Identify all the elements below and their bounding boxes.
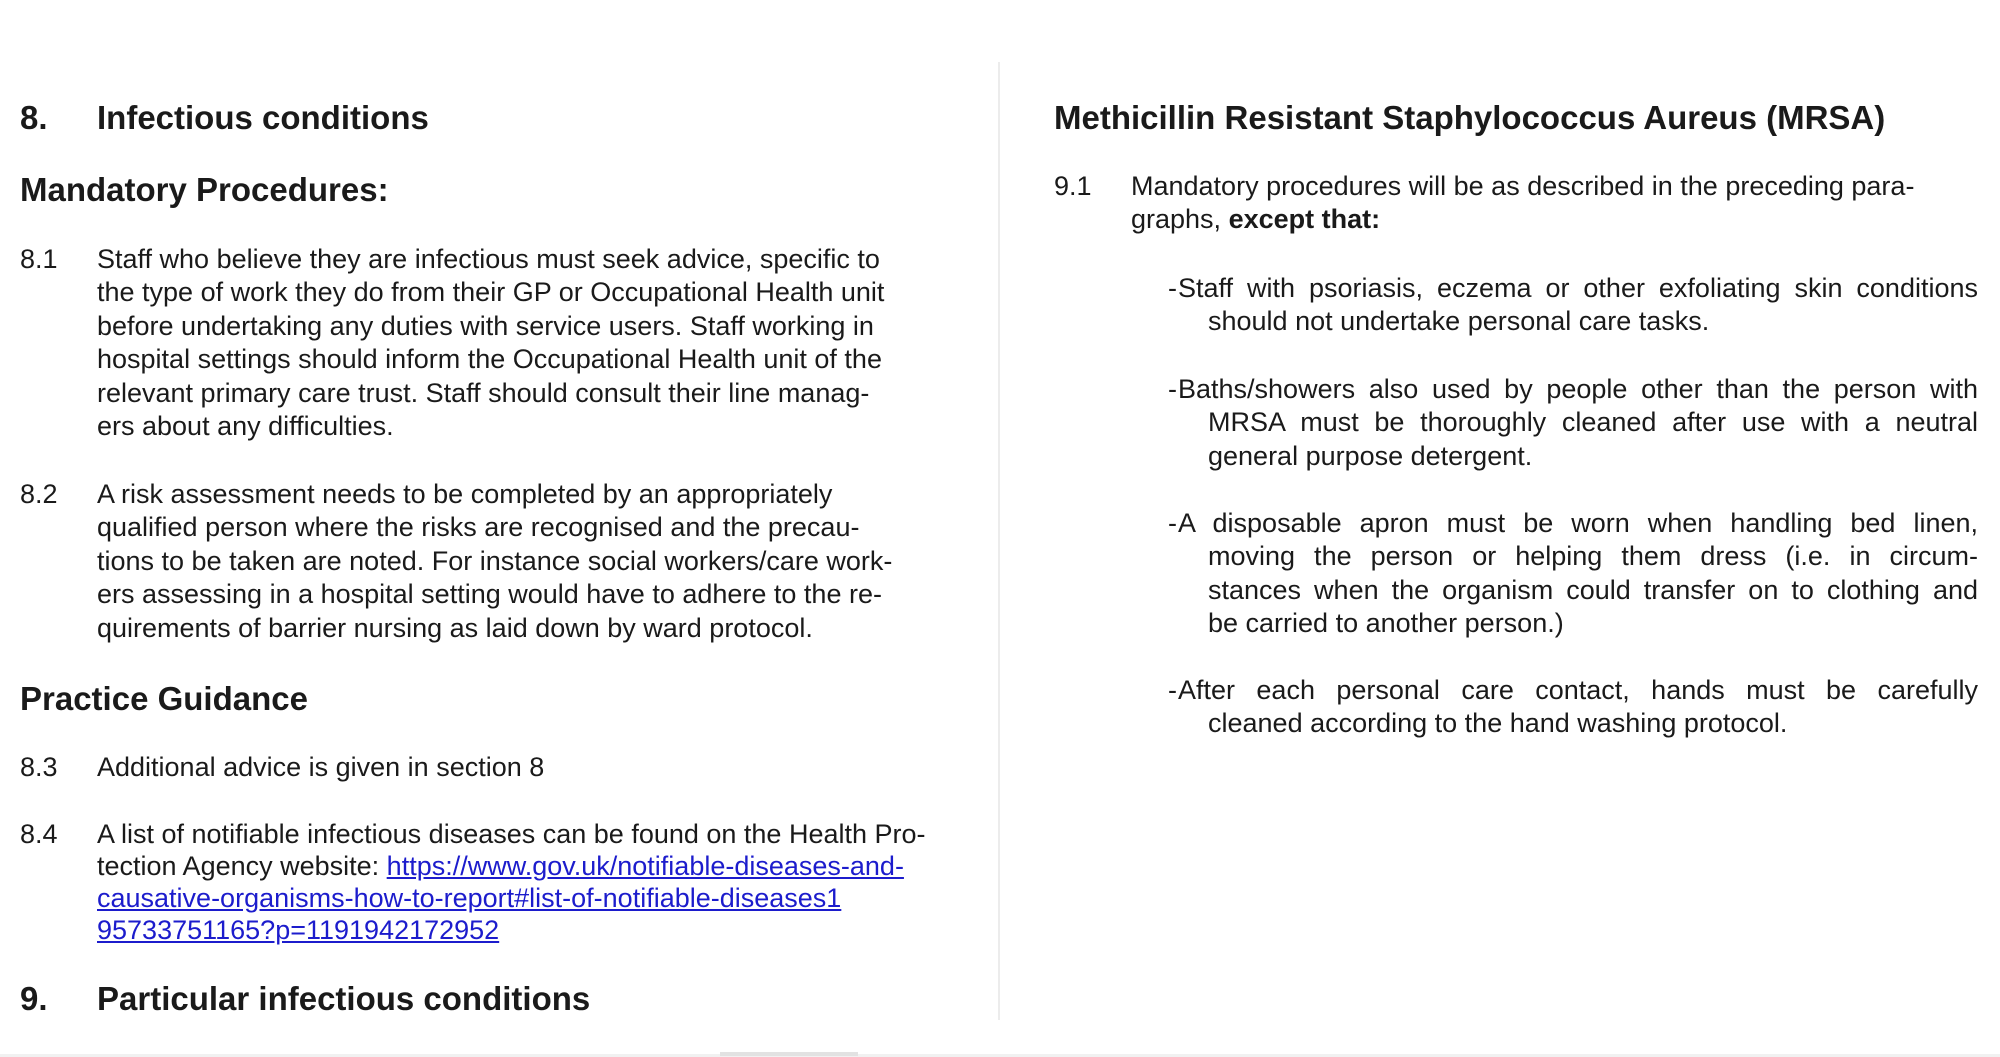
bullet-text [1178,373,1978,473]
bullet-line: stances when the organism could transfer on to clothing and [1208,574,1978,605]
bullet-line: After each personal care contact, hands must be carefully [1178,675,1978,705]
section-9-number: 9. [20,980,48,1017]
bullet-line: be carried to another person.) [1208,608,1564,639]
paragraph-number: 9.1 [1054,171,1092,201]
paragraph-text-line-2: graphs, [1131,204,1229,235]
mrsa-heading: Methicillin Resistant Staphylococcus Aureus (MRSA) [1054,99,1886,136]
bullet-dash: - [1168,374,1177,404]
bullet-line: general purpose detergent. [1208,440,1533,471]
bullet-text [1178,272,1978,339]
paragraph-text-line-1: Mandatory procedures will be as described in the preceding para- [1131,171,1915,201]
section-8-heading [20,98,429,138]
section-9-title: Particular infectious conditions [97,980,591,1017]
section-8-number: 8. [20,99,48,136]
paragraph-number: 8.3 [20,752,58,782]
bullet-text [1178,674,1978,741]
paragraph-text-bold: except that: [1228,204,1381,235]
bullet-line: cleaned according to the hand washing protocol. [1208,708,1788,739]
notifiable-diseases-link[interactable]: https://www.gov.uk/notifiable-diseases-and- causative-organisms-how-to-report#list-of-notifiable-diseases1 95733751165?p=1191942172952 [97,851,904,945]
bullet-dash: - [1168,273,1177,303]
paragraph-text [1131,170,1914,237]
mandatory-procedures-heading: Mandatory Procedures: [20,171,389,208]
paragraph-text [97,818,926,946]
paragraph-text: Additional advice is given in section 8 [97,752,545,782]
practice-guidance-heading: Practice Guidance [20,680,308,717]
paragraph-text: A risk assessment needs to be completed by an appropriately qualified person where the risks are recognised and the precau- tions to be taken are noted. For instance social workers/care work- ers assessing in a hospital setting would have to adhere to the re- quirements of barrier nursing as laid down by ward protocol. [97,479,893,643]
column-divider [998,62,1000,1020]
bullet-line: Baths/showers also used by people other than the person with [1178,374,1978,404]
bullet-line: MRSA must be thoroughly cleaned after use with a neutral [1208,407,1978,438]
bullet-dash: - [1168,508,1177,538]
bullet-line: moving the person or helping them dress (i.e. in circum- [1208,541,1978,572]
section-8-title: Infectious conditions [97,99,429,136]
section-9-heading [20,979,590,1019]
page-footer-tab [720,1052,858,1056]
bullet-text [1178,507,1978,641]
paragraph-number: 8.4 [20,819,58,849]
bullet-line: should not undertake personal care tasks. [1208,306,1710,337]
bullet-line: A disposable apron must be worn when handling bed linen, [1178,508,1978,538]
paragraph-text-body: A list of notifiable infectious diseases can be found on the Health Pro- tection Agency website: [97,819,926,881]
bullet-dash: - [1168,675,1177,705]
bullet-line: Staff with psoriasis, eczema or other exfoliating skin conditions [1178,273,1978,303]
paragraph-text: Staff who believe they are infectious must seek advice, specific to the type of work they do from their GP or Occupational Health unit before undertaking any duties with service users. Staff working in hospital settings should inform the Occupational Health unit of the relevant primary care trust. Staff should consult their line manag- ers about any difficulties. [97,244,885,442]
paragraph-number: 8.2 [20,479,58,509]
paragraph-number: 8.1 [20,244,58,274]
